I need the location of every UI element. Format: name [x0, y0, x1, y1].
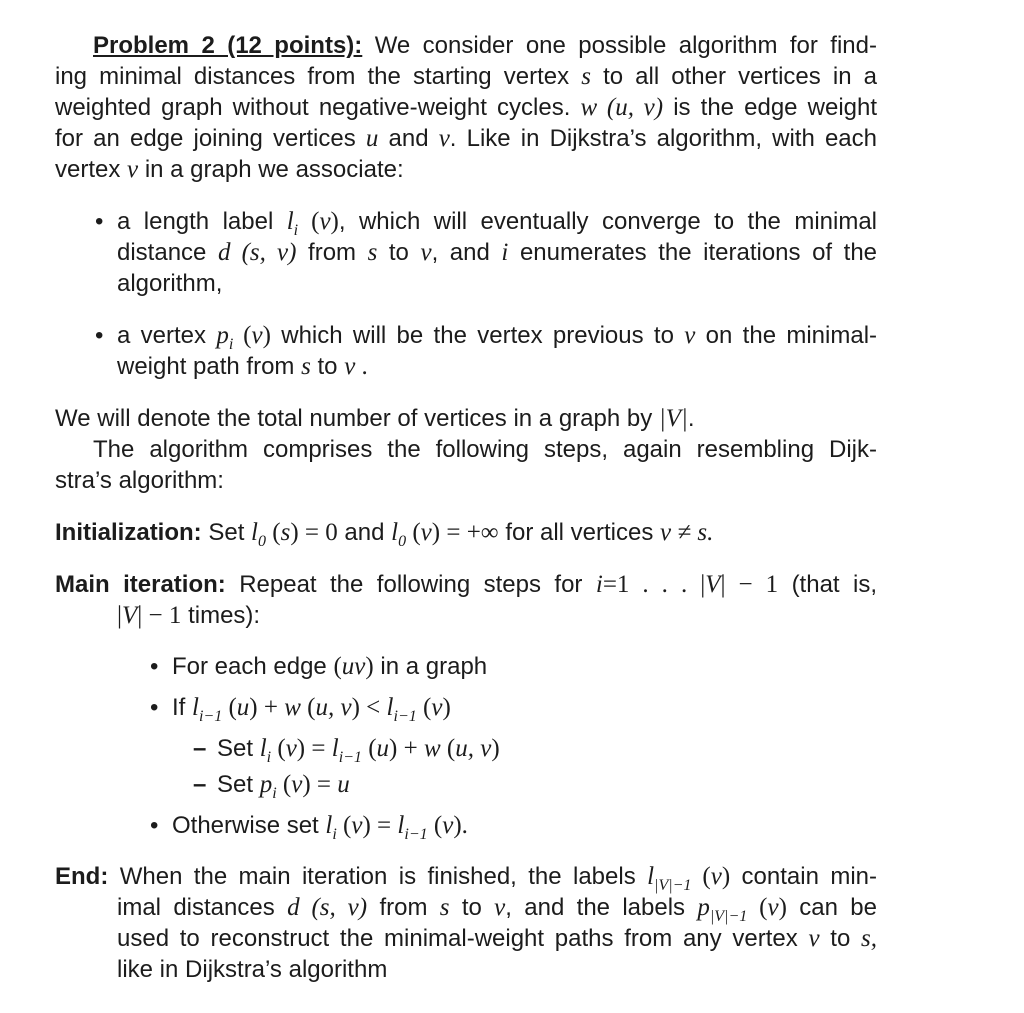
initialization-label: Initialization: [55, 519, 202, 546]
intro-line-1: Problem 2 (12 points): We consider one possible algorithm for find- [93, 32, 877, 59]
intro-line-2: ing minimal distances from the starting vertex s to all other vertices in a [55, 63, 877, 90]
end-line-3: used to reconstruct the minimal-weight paths from any vertex v to s, [117, 925, 878, 952]
initialization-step: Initialization: Set $l_0$ (s) = 0 and $l_0$ (v) = +∞ for all vertices v ≠ s. [55, 519, 714, 550]
total-vertices-line: We will denote the total number of vertices in a graph by |V|. [55, 405, 695, 432]
bullet-vertex-1: • a vertex $p_i$ (v) which will be the vertex previous to v on the minimal- [95, 322, 878, 353]
dash-icon: – [193, 735, 207, 762]
main-iteration-1: Main iteration: Repeat the following steps for i=1 . . . |V| − 1 (that is, [55, 571, 878, 598]
set-label: – Set $l_i$ $(v) = l_{i-1}$ (u) + w (u, v) [193, 735, 500, 766]
bullet-icon: • [150, 812, 159, 839]
end-line-1: End: When the main iteration is finished, the labels $l_{|V|-1}$ (v) contain min- [55, 863, 877, 894]
main-iteration-2: |V| − 1 times): [117, 602, 261, 629]
bullet-length-label-1: • a length label $l_i$ (v), which will eventually converge to the minimal [95, 208, 878, 239]
bullet-length-label-3: algorithm, [117, 270, 223, 297]
bullet-length-label-2: distance d (s, v) from s to v, and i enumerates the iterations of the [117, 239, 878, 266]
main-iteration-label: Main iteration: [55, 571, 226, 598]
end-line-4: like in Dijkstra’s algorithm [117, 956, 388, 983]
bullet-icon: • [95, 208, 104, 235]
end-label: End: [55, 863, 109, 890]
set-predecessor: – Set $p_i$ (v) = u [193, 771, 350, 802]
intro-line-3: weighted graph without negative-weight cycles. w (u, v) is the edge weight [55, 94, 878, 121]
bullet-icon: • [150, 653, 159, 680]
intro-line-4: for an edge joining vertices u and v. Like in Dijkstra’s algorithm, with each [55, 125, 877, 152]
steps-intro-2: stra’s algorithm: [55, 467, 224, 494]
steps-intro-1: The algorithm comprises the following steps, again resembling Dijk- [93, 436, 877, 463]
bullet-vertex-2: weight path from s to v . [117, 353, 368, 380]
end-line-2: imal distances d (s, v) from s to v, and the labels $p_{|V|-1}$ (v) can be [117, 894, 877, 925]
problem-page [55, 30, 877, 985]
dash-icon: – [193, 771, 207, 798]
otherwise-step: • Otherwise set $l_i$ $(v) = l_{i-1}$ (v). [150, 812, 468, 843]
if-condition: • If $l_{i-1}$ (u) + w (u, $v) < l_{i-1}$ (v) [150, 694, 451, 725]
intro-line-5: vertex v in a graph we associate: [55, 156, 404, 183]
problem-heading: Problem 2 (12 points): [93, 32, 363, 59]
bullet-icon: • [150, 694, 159, 721]
bullet-icon: • [95, 322, 104, 349]
for-each-edge: • For each edge (uv) in a graph [150, 653, 488, 680]
